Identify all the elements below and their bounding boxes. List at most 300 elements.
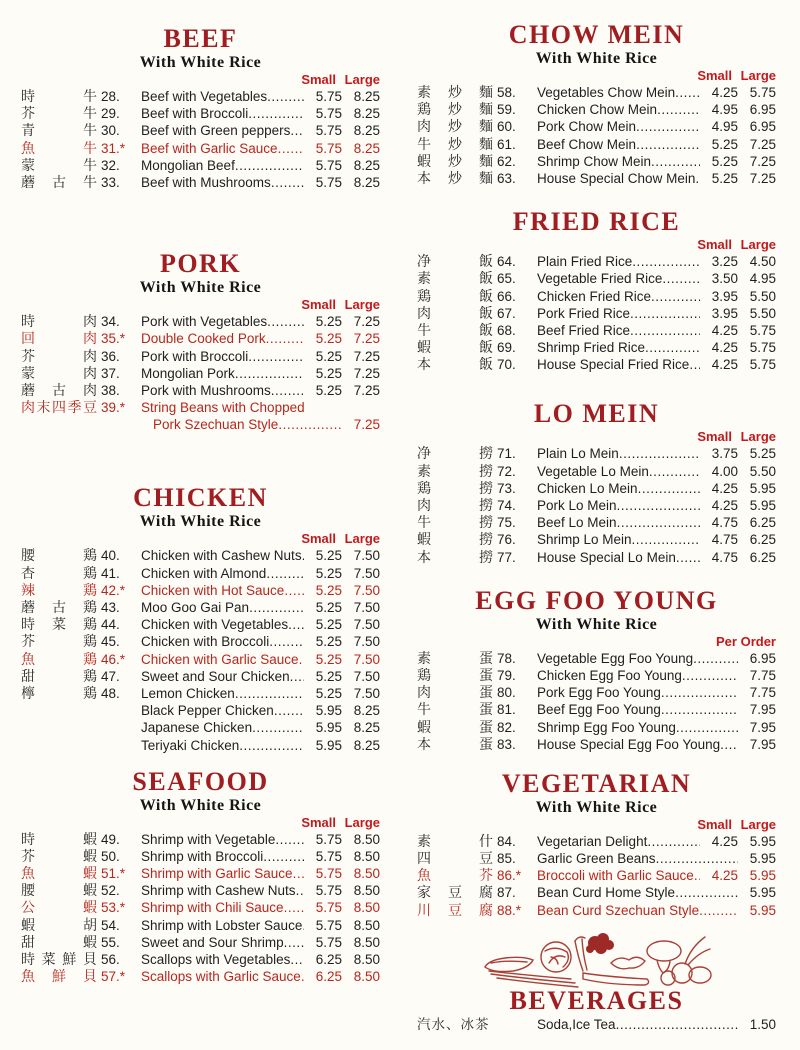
item-price-large: 8.50 (353, 934, 380, 950)
menu-item-row (21, 140, 380, 157)
cjk-glyph: 腰 (21, 548, 35, 565)
menu-item-row (417, 514, 776, 531)
cjk-glyph: 腰 (21, 883, 35, 900)
item-name-wrap (537, 339, 700, 356)
menu-item-row (417, 684, 776, 701)
item-number: 36. (101, 348, 120, 364)
price-column-label: Small (697, 816, 732, 832)
item-price-small: 5.25 (711, 136, 738, 152)
item-number: 32. (101, 157, 120, 173)
beverages-column (417, 986, 776, 1033)
cjk-glyph: 飯 (479, 357, 493, 374)
cjk-glyph: 鮮 (62, 952, 77, 968)
item-number: 86.* (497, 868, 522, 884)
item-number: 40. (101, 548, 120, 564)
item-chinese-name (417, 306, 493, 323)
dot-leader (632, 253, 700, 270)
item-chinese-name (417, 651, 493, 668)
cjk-glyph: 芥 (21, 634, 35, 651)
item-name: Double Cooked Pork (141, 331, 266, 347)
price-header (417, 429, 776, 445)
cjk-glyph: 牛 (417, 515, 431, 532)
item-chinese-name (417, 685, 493, 702)
section-chowmein (417, 20, 776, 187)
item-number: 74. (497, 498, 516, 513)
item-name-wrap (141, 633, 304, 650)
cjk-glyph: 青 (21, 123, 35, 140)
price-column-label: Large (344, 814, 380, 830)
item-chinese-name (417, 903, 493, 920)
item-price-large: 7.50 (353, 685, 380, 701)
item-name-wrap (141, 140, 304, 157)
cjk-glyph: 炒 (448, 102, 462, 119)
item-price-large: 6.95 (749, 102, 776, 118)
item-price-small: 5.25 (315, 565, 342, 581)
cjk-glyph: 末 (36, 400, 51, 417)
item-name: Shrimp Egg Foo Young (537, 719, 676, 735)
cjk-glyph: 飯 (479, 305, 493, 322)
item-price-small: 5.75 (315, 106, 342, 122)
menu-item-row (21, 702, 380, 719)
item-price-small: 4.25 (711, 340, 738, 356)
cjk-glyph: 時 (21, 617, 35, 634)
item-name: Pork with Mushrooms (141, 382, 271, 398)
cjk-glyph: 牛 (83, 106, 97, 123)
price-column-label: Large (344, 297, 380, 313)
menu-item-row (21, 899, 380, 916)
menu-item-row (417, 136, 776, 153)
dot-leader (296, 882, 304, 899)
item-price-small: 4.95 (711, 102, 738, 118)
item-price-small: 5.95 (315, 720, 342, 736)
item-price-small: 5.25 (315, 382, 342, 398)
item-name-wrap (537, 531, 700, 548)
price-header (417, 68, 776, 84)
cjk-glyph: 魚 (21, 866, 35, 883)
section-subtitle: With White Rice (139, 279, 262, 297)
item-chinese-name (417, 737, 493, 754)
item-price-small: 6.25 (315, 969, 342, 985)
cjk-glyph: 蛋 (479, 736, 493, 753)
item-name-wrap (141, 105, 304, 122)
item-chinese-name (417, 137, 493, 154)
item-number: 49. (101, 831, 120, 847)
item-price-large: 4.95 (749, 271, 776, 287)
item-chinese-name (21, 548, 97, 565)
cjk-glyph: 飯 (479, 271, 493, 288)
item-name: Scallops with Vegetables (141, 952, 291, 967)
item-price-small: 6.25 (315, 952, 342, 967)
item-name-wrap (537, 497, 700, 514)
item-name-wrap (141, 616, 304, 633)
cjk-glyph: 肉 (21, 400, 35, 417)
cjk-glyph: 鶏 (83, 548, 97, 565)
item-name-wrap (537, 1016, 738, 1033)
cjk-glyph: 甜 (21, 934, 35, 951)
dot-leader (271, 382, 304, 399)
cjk-glyph: 撈 (479, 515, 493, 532)
dot-leader (267, 313, 304, 330)
item-price-small: 3.50 (711, 271, 738, 287)
item-number: 87. (497, 885, 516, 901)
price-column-label: Small (697, 429, 732, 445)
item-number: 48. (101, 685, 120, 701)
cjk-glyph: 腐 (479, 902, 493, 919)
item-name-wrap (141, 719, 304, 736)
cjk-glyph: 杏 (21, 565, 35, 582)
dot-leader (682, 667, 738, 684)
item-price-small: 5.25 (711, 170, 738, 186)
menu-item-row (417, 667, 776, 684)
item-price-large: 5.25 (749, 446, 776, 462)
item-number: 34. (101, 314, 120, 330)
cjk-glyph: 飯 (479, 340, 493, 357)
item-number: 71. (497, 446, 516, 462)
cjk-glyph: 蝦 (417, 340, 431, 357)
section-eggfooyoung (417, 586, 776, 753)
item-chinese-name (417, 532, 493, 549)
menu-item-row (417, 833, 776, 850)
dot-leader (278, 140, 304, 157)
cjk-glyph: 净 (417, 446, 431, 463)
menu-item-row (417, 701, 776, 718)
dot-leader (267, 88, 304, 105)
price-column-label: Small (301, 72, 336, 87)
cjk-glyph: 麵 (479, 136, 493, 153)
item-chinese-name (417, 85, 493, 102)
menu-item-row (21, 651, 380, 668)
cjk-glyph: 蒙 (21, 365, 35, 382)
menu-item-row (21, 951, 380, 968)
section-title: SEAFOOD (132, 766, 269, 796)
item-name-wrap (537, 445, 700, 462)
dot-leader (252, 719, 304, 736)
cjk-glyph: 素 (417, 463, 431, 480)
menu-item-row (21, 831, 380, 848)
item-price-small: 5.95 (315, 703, 342, 719)
item-name-wrap (141, 348, 304, 365)
item-price-large: 5.95 (749, 498, 776, 513)
item-name: Shrimp with Chili Sauce (141, 900, 284, 916)
cjk-glyph: 撈 (479, 532, 493, 549)
dot-leader (651, 288, 700, 305)
section-lomein (417, 399, 776, 565)
price-column-label: Small (301, 297, 336, 313)
item-name-wrap (141, 599, 304, 616)
item-chinese-name (417, 154, 493, 171)
item-price-large: 7.50 (353, 651, 380, 667)
item-number: 54. (101, 917, 120, 933)
item-price-large: 7.25 (749, 136, 776, 152)
cjk-glyph: 時 (21, 89, 35, 105)
item-number: 75. (497, 515, 516, 531)
menu-item-row (417, 850, 776, 867)
item-name: Vegetable Lo Mein (537, 463, 649, 479)
cjk-glyph: 蛋 (479, 702, 493, 719)
item-number: 88.* (497, 902, 522, 918)
cjk-glyph: 飯 (479, 288, 493, 305)
item-price-large: 5.95 (749, 868, 776, 884)
menu-item-row (21, 737, 380, 754)
item-price-large: 8.25 (353, 174, 380, 190)
item-chinese-name (21, 366, 97, 383)
dot-leader (630, 305, 700, 322)
cjk-glyph: 芥 (21, 106, 35, 123)
item-price-large: 8.50 (353, 917, 380, 933)
item-number: 53.* (101, 900, 126, 916)
cjk-glyph: 肉 (83, 348, 97, 365)
item-name-wrap (141, 899, 304, 916)
item-price-large: 8.50 (353, 883, 380, 899)
cjk-glyph: 素 (417, 650, 431, 667)
item-name-wrap (141, 831, 304, 848)
item-name-wrap (141, 848, 304, 865)
dot-leader (269, 633, 304, 650)
item-number: 42.* (101, 582, 126, 598)
cjk-glyph: 肉 (417, 305, 431, 322)
cjk-glyph: 鶏 (417, 480, 431, 497)
item-number: 67. (497, 305, 516, 321)
item-price-small: 5.25 (315, 365, 342, 381)
item-number: 77. (497, 549, 516, 565)
item-name: Vegetables Chow Mein (537, 85, 676, 100)
item-number: 69. (497, 340, 516, 356)
item-chinese-name (417, 119, 493, 136)
item-chinese-name (21, 314, 97, 331)
item-name: Garlic Green Beans (537, 851, 656, 867)
cjk-glyph: 肉 (417, 119, 431, 136)
cjk-glyph: 撈 (479, 463, 493, 480)
item-price-large: 7.50 (353, 634, 380, 650)
item-number: 56. (101, 952, 120, 967)
dot-leader (293, 865, 304, 882)
item-chinese-name (21, 349, 97, 366)
item-number: 60. (497, 119, 516, 135)
menu-item-row (21, 582, 380, 599)
cjk-glyph: 芥 (21, 848, 35, 865)
cjk-glyph: 本 (417, 357, 431, 374)
item-name-wrap (141, 917, 304, 934)
cjk-glyph: 檸 (21, 685, 35, 702)
item-name-wrap (141, 122, 304, 139)
item-chinese-name (21, 849, 97, 866)
item-name-wrap (537, 136, 700, 153)
item-price-small: 5.75 (315, 848, 342, 864)
cjk-glyph: 蒙 (21, 157, 35, 174)
item-price-small: 5.25 (315, 582, 342, 598)
item-chinese-name (417, 834, 493, 851)
item-chinese-name (417, 464, 493, 481)
item-chinese-name (417, 481, 493, 498)
item-name-wrap (141, 685, 304, 702)
cjk-glyph: 鶏 (83, 582, 97, 599)
item-price-small: 5.75 (315, 140, 342, 156)
price-column-label: Large (740, 816, 776, 832)
dot-leader (656, 850, 738, 867)
menu-item-row (417, 531, 776, 548)
dot-leader (266, 565, 304, 582)
item-name: Lemon Chicken (141, 685, 235, 701)
item-name: House Special Chow Mein (537, 170, 696, 186)
dot-leader (617, 514, 700, 531)
item-price-small: 5.25 (315, 651, 342, 667)
section-title: CHICKEN (133, 483, 268, 513)
cjk-glyph: 魚 (21, 969, 35, 986)
menu-item-row (417, 153, 776, 170)
section-vegetarian (417, 769, 776, 919)
item-name: Pork Chow Mein (537, 119, 637, 135)
item-price-small: 5.75 (315, 157, 342, 173)
section-beverages (417, 986, 776, 1033)
section-subtitle: With White Rice (535, 50, 658, 67)
item-chinese-name (417, 171, 493, 188)
item-price-large: 7.50 (353, 600, 380, 615)
menu-item-row (417, 288, 776, 305)
item-number: 82. (497, 719, 516, 735)
item-number: 79. (497, 667, 516, 683)
cjk-glyph: 牛 (83, 89, 97, 105)
item-number: 63. (497, 170, 516, 186)
cjk-glyph: 川 (417, 902, 431, 919)
section-subtitle: With White Rice (535, 798, 658, 816)
dot-leader (290, 951, 304, 968)
item-price-large: 8.50 (353, 952, 380, 967)
menu-item-row (21, 416, 380, 433)
item-number: 47. (101, 668, 120, 684)
dot-leader (630, 322, 700, 339)
dot-leader (657, 101, 700, 118)
item-name-wrap (537, 170, 700, 187)
item-price-large: 7.75 (749, 667, 776, 683)
cjk-glyph: 蝦 (417, 719, 431, 736)
cjk-glyph: 魚 (417, 868, 431, 885)
item-name-wrap (141, 547, 304, 564)
cjk-glyph: 鶏 (83, 651, 97, 668)
cjk-glyph: 蘑 (21, 174, 35, 191)
cjk-glyph: 蝦 (83, 848, 97, 865)
item-name-wrap (141, 668, 304, 685)
item-chinese-name (21, 918, 97, 935)
item-name: Beef Lo Mein (537, 515, 617, 531)
item-price-large: 7.50 (353, 582, 380, 598)
cjk-glyph: 牛 (417, 136, 431, 153)
menu-item-row (21, 88, 380, 105)
item-number: 44. (101, 617, 120, 633)
item-number: 31.* (101, 140, 126, 156)
item-price-small: 5.25 (315, 548, 342, 564)
price-column-label: Large (740, 237, 776, 253)
cjk-glyph: 肉 (83, 331, 97, 348)
item-price-large: 8.25 (353, 123, 380, 139)
item-name-wrap (141, 702, 304, 719)
dot-leader (284, 899, 304, 916)
menu-item-row (417, 84, 776, 101)
cjk-glyph: 蝦 (83, 900, 97, 917)
item-price-small: 4.25 (711, 85, 738, 100)
cjk-glyph: 肉 (83, 314, 97, 331)
dot-leader (278, 416, 342, 433)
item-name: Sweet and Sour Shrimp (141, 934, 284, 950)
section-chicken (21, 483, 380, 753)
item-name-wrap (141, 968, 304, 985)
item-name: Beef with Mushrooms (141, 174, 271, 190)
item-name: Shrimp with Vegetable (141, 831, 276, 847)
menu-item-row (21, 968, 380, 985)
cjk-glyph: 本 (417, 736, 431, 753)
dot-leader (274, 702, 304, 719)
item-name: Soda,Ice Tea (537, 1017, 616, 1032)
item-price-small: 5.25 (315, 348, 342, 364)
dot-leader (235, 685, 304, 702)
item-name-wrap (537, 736, 738, 753)
item-name-wrap (537, 667, 738, 684)
price-column-label: Small (301, 531, 336, 547)
item-name-wrap (537, 153, 700, 170)
item-name: Pork Lo Mein (537, 498, 617, 513)
item-price-large: 5.95 (749, 902, 776, 918)
menu-item-row (21, 122, 380, 139)
item-price-large: 7.25 (353, 314, 380, 330)
section-beef (21, 24, 380, 191)
item-price-small: 5.75 (315, 89, 342, 104)
cjk-glyph: 菜 (52, 617, 66, 634)
item-name-wrap (537, 480, 700, 497)
item-name-wrap (141, 651, 304, 668)
item-chinese-name (21, 935, 97, 952)
dot-leader (284, 934, 304, 951)
cjk-glyph: 什 (479, 833, 493, 850)
item-price-large: 4.50 (749, 254, 776, 270)
cjk-glyph: 牛 (83, 157, 97, 174)
section-title: CHOW MEIN (508, 20, 685, 49)
item-name: Chicken with Hot Sauce (141, 582, 285, 598)
item-name-wrap (537, 833, 700, 850)
item-price-large: 7.25 (353, 331, 380, 347)
item-number: 41. (101, 565, 120, 581)
cjk-glyph: 古 (52, 382, 66, 399)
item-chinese-name (417, 550, 493, 567)
item-price-small: 3.95 (711, 288, 738, 304)
menu-item-row (21, 719, 380, 736)
cjk-glyph: 鶏 (417, 288, 431, 305)
item-number: 84. (497, 833, 516, 849)
item-name-wrap (537, 850, 738, 867)
item-name: Teriyaki Chicken (141, 737, 240, 753)
menu-item-row (21, 174, 380, 191)
dot-leader (288, 616, 304, 633)
cjk-glyph: 肉 (417, 685, 431, 702)
item-price-large: 7.25 (749, 170, 776, 186)
cjk-glyph: 蘑 (21, 382, 35, 399)
item-chinese-name (417, 720, 493, 737)
cjk-glyph: 豆 (479, 851, 493, 868)
item-price-small: 5.75 (315, 900, 342, 916)
item-price-large: 5.50 (749, 288, 776, 304)
dot-leader (275, 831, 304, 848)
cjk-glyph: 魚 (21, 651, 35, 668)
item-name: Pork Szechuan Style (153, 417, 279, 433)
section-subtitle: With White Rice (139, 513, 262, 531)
item-name: Beef with Vegetables (141, 89, 268, 104)
dot-leader (720, 736, 738, 753)
item-chinese-name (21, 952, 97, 969)
cjk-glyph: 時 (21, 952, 35, 968)
item-price-large: 7.95 (749, 719, 776, 735)
item-name: Chicken Egg Foo Young (537, 667, 682, 683)
item-name-wrap (537, 463, 700, 480)
item-price-small: 5.75 (315, 934, 342, 950)
dot-leader (699, 902, 738, 919)
